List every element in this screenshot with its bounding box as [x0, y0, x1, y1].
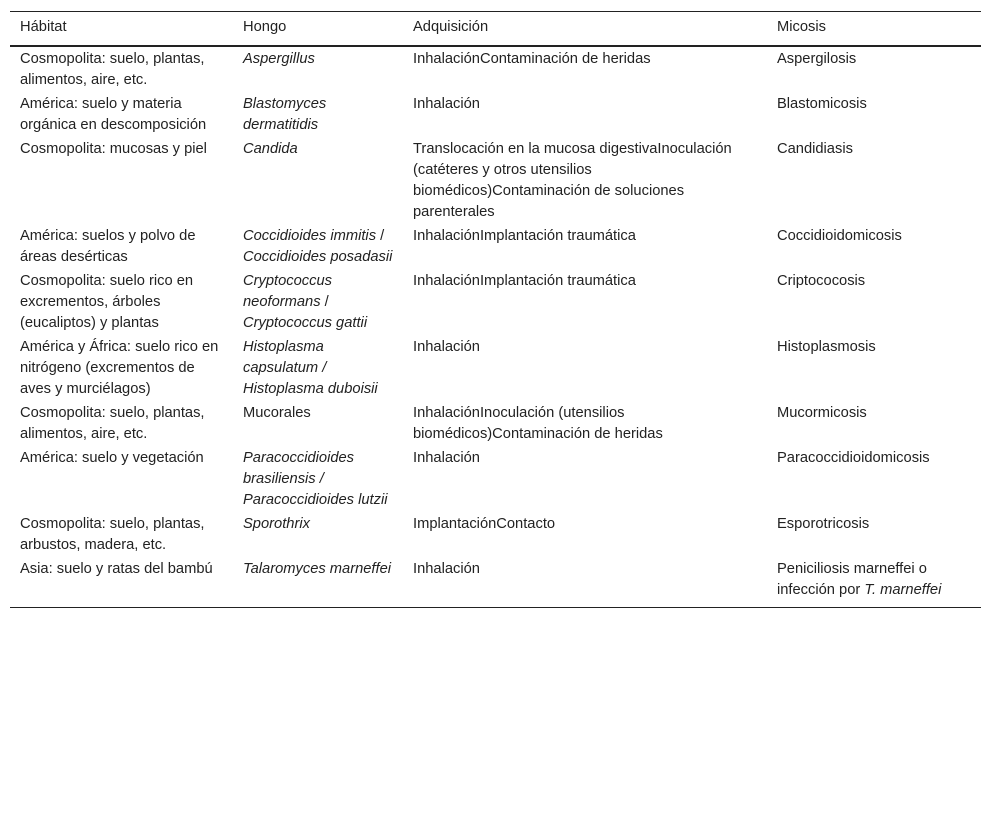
cell-adquisicion: Inhalación — [413, 339, 480, 355]
cell-hongo-text: / — [320, 294, 329, 310]
header-row — [10, 12, 981, 47]
cell-micosis-text: Mucormicosis — [777, 405, 867, 421]
cell-hongo-text: Aspergillus — [243, 51, 315, 67]
cell-micosis-text: Candidiasis — [777, 141, 853, 157]
cell-habitat: Cosmopolita: suelo, plantas, arbustos, madera, etc. — [20, 516, 205, 553]
cell-adquisicion: Inhalación — [403, 557, 767, 608]
table-row — [10, 137, 981, 224]
cell-hongo-text: / — [376, 228, 385, 244]
table-row — [10, 92, 981, 137]
cell-hongo-text: Sporothrix — [243, 516, 310, 532]
table-row — [10, 335, 981, 401]
cell-habitat: América: suelos y polvo de áreas desérticas — [20, 228, 196, 265]
cell-micosis-text: T. marneffei — [864, 582, 942, 598]
cell-hongo-text: Talaromyces marneffei — [243, 561, 392, 577]
cell-hongo-text: Cryptococcus gattii — [243, 315, 368, 331]
cell-micosis-text: Peniciliosis marneffei o infección por — [777, 561, 927, 598]
cell-adquisicion: InhalaciónImplantación traumática — [413, 228, 636, 244]
header-hongo: Hongo — [233, 12, 403, 47]
cell-habitat: América: suelo y materia orgánica en descomposición — [20, 96, 207, 133]
cell-hongo — [233, 224, 403, 269]
table-row — [10, 46, 981, 92]
cell-micosis — [767, 401, 981, 446]
cell-hongo — [233, 335, 403, 401]
cell-micosis — [767, 512, 981, 557]
cell-adquisicion: InhalaciónContaminación de heridas — [413, 51, 651, 67]
cell-habitat: Cosmopolita: suelo rico en excrementos, árboles (eucaliptos) y plantas — [20, 273, 194, 331]
mycoses-table-container — [10, 11, 981, 608]
cell-hongo — [233, 46, 403, 92]
cell-hongo-text: Histoplasma capsulatum / Histoplasma duboisii — [243, 339, 378, 397]
cell-adquisicion: ImplantaciónContacto — [413, 516, 556, 532]
table-row — [10, 557, 981, 608]
header-adquisicion: Adquisición — [403, 12, 767, 47]
cell-hongo-text: Coccidioides immitis — [243, 228, 377, 244]
cell-hongo — [233, 269, 403, 335]
cell-micosis-text: Histoplasmosis — [777, 339, 876, 355]
cell-micosis-text: Esporotricosis — [777, 516, 870, 532]
cell-habitat: América y África: suelo rico en nitrógeno (excrementos de aves y murciélagos) — [20, 339, 219, 397]
cell-habitat: América: suelo y vegetación — [20, 450, 204, 466]
cell-habitat: Cosmopolita: suelo, plantas, alimentos, aire, etc. — [20, 405, 205, 442]
header-habitat: Hábitat — [10, 12, 233, 47]
cell-hongo — [233, 557, 403, 608]
cell-hongo — [233, 137, 403, 224]
table-row — [10, 224, 981, 269]
cell-hongo-text: Coccidioides posadasii — [243, 249, 393, 265]
table-body — [10, 46, 981, 608]
cell-habitat: Cosmopolita: suelo, plantas, alimentos, aire, etc. — [20, 51, 205, 88]
cell-habitat: Cosmopolita: mucosas y piel — [20, 141, 207, 157]
cell-hongo — [233, 446, 403, 512]
cell-micosis — [767, 557, 981, 608]
cell-hongo-text: Paracoccidioides brasiliensis / Paracoccidioides lutzii — [243, 450, 388, 508]
mycoses-table — [10, 11, 981, 608]
cell-micosis — [767, 335, 981, 401]
cell-habitat: Asia: suelo y ratas del bambú — [10, 557, 233, 608]
cell-micosis-text: Criptococosis — [777, 273, 866, 289]
cell-hongo — [233, 401, 403, 446]
cell-hongo — [233, 512, 403, 557]
table-row — [10, 269, 981, 335]
table-header — [10, 12, 981, 47]
cell-hongo — [233, 92, 403, 137]
cell-micosis-text: Aspergilosis — [777, 51, 857, 67]
cell-adquisicion: InhalaciónInoculación (utensilios biomédicos)Contaminación de heridas — [413, 405, 663, 442]
cell-adquisicion: Inhalación — [413, 450, 480, 466]
cell-micosis — [767, 137, 981, 224]
cell-micosis-text: Coccidioidomicosis — [777, 228, 902, 244]
cell-micosis — [767, 46, 981, 92]
cell-micosis — [767, 269, 981, 335]
header-micosis: Micosis — [767, 12, 981, 47]
table-row — [10, 446, 981, 512]
cell-adquisicion: Inhalación — [413, 96, 480, 112]
cell-micosis-text: Paracoccidioidomicosis — [777, 450, 930, 466]
cell-hongo-text: Candida — [243, 141, 298, 157]
cell-micosis — [767, 92, 981, 137]
cell-hongo-text: Blastomyces dermatitidis — [243, 96, 327, 133]
cell-hongo-text: Mucorales — [243, 405, 311, 421]
cell-hongo-text: Cryptococcus neoformans — [243, 273, 332, 310]
cell-adquisicion: Translocación en la mucosa digestivaInoculación (catéteres y otros utensilios biomédicos)Contaminación de soluciones parenterales — [413, 141, 732, 220]
cell-micosis — [767, 224, 981, 269]
cell-micosis-text: Blastomicosis — [777, 96, 867, 112]
cell-micosis — [767, 446, 981, 512]
cell-adquisicion: InhalaciónImplantación traumática — [413, 273, 636, 289]
table-row — [10, 512, 981, 557]
table-row — [10, 401, 981, 446]
